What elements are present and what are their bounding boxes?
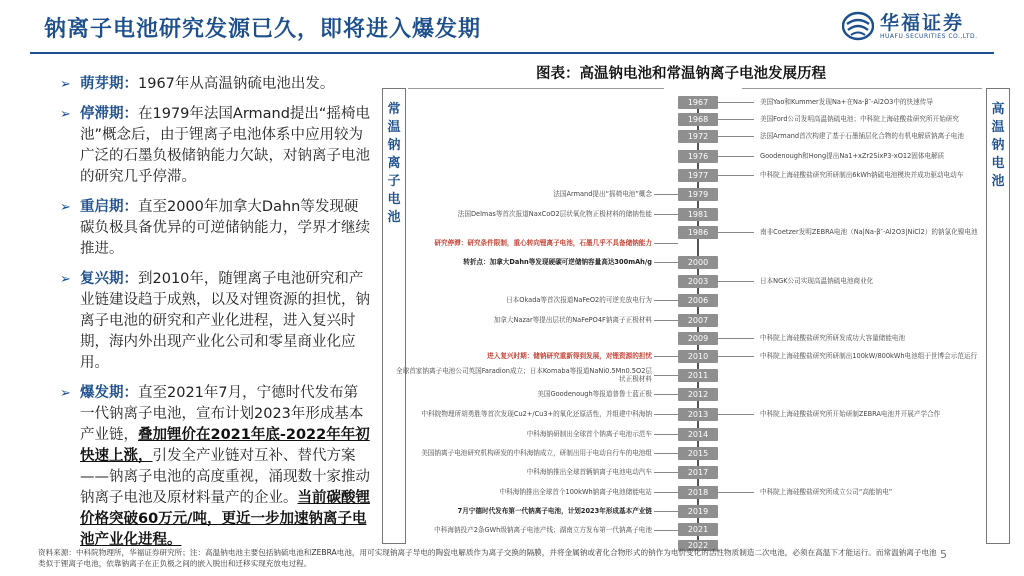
right-event: 中科院上海硅酸盐研究所研发成功大容量储能电池 [760, 334, 906, 342]
connector-line [654, 394, 678, 395]
connector-line [654, 214, 678, 215]
arrow-bullet-icon: ➢ [60, 386, 71, 401]
year-box: 2006 [678, 294, 718, 307]
bullet-revival [60, 269, 372, 374]
connector-line [654, 262, 678, 263]
left-event-turning-point: 转折点：加拿大Dahn等发现硬碳可逆储钠容量高达300mAh/g [463, 258, 652, 266]
year-box: 1986 [678, 226, 718, 239]
left-event: 中科海钠投产2条GWh级钠离子电池产线；湖南立方发布第一代钠离子电池 [434, 526, 652, 534]
connector-line [654, 320, 678, 321]
right-event: 中科院上海硅酸盐研究所研制出6kWh钠硫电池模块并成功驱动电动车 [760, 171, 964, 179]
year-box: 2013 [678, 408, 718, 421]
right-category-label: 高温钠电池 [991, 102, 1005, 189]
bullet-text: 到2010年，随锂离子电池研究和产业链建设趋于成熟，以及对锂资源的担忧，钠离子电池的研究和产业化进程，进入复兴时期，海内外出现产业化公司和零星商业化应用。 [80, 271, 370, 371]
connector-line [718, 156, 754, 157]
right-event: 中科院上海硅酸盐研究所研制出100kW/800kWh电池组于世博会示范运行 [760, 352, 978, 360]
year-box: 1977 [678, 169, 718, 182]
connector-line [654, 194, 678, 195]
left-event-highlight: 进入复兴时期：储钠研究重新得到发展，对锂资源的担忧 [487, 352, 652, 360]
connector-line [718, 232, 754, 233]
left-event: 日本Okada等首次报道NaFeO2的可逆充放电行为 [506, 296, 652, 304]
bullet-emphasis: 当前碳酸锂价格突破60万元/吨，更近一步加速钠离子电池产业化进程。 [80, 490, 370, 548]
bullet-emphasis: 叠加锂价在2021年底-2022年年初快速上涨， [80, 427, 370, 464]
year-box: 2014 [678, 428, 718, 441]
arrow-bullet-icon: ➢ [60, 272, 71, 287]
company-logo [842, 6, 1012, 46]
right-event: 南非Coetzer发明ZEBRA电池（Na|Na-β″-Al2O3|NiCl2）的钠氯化镍电池 [760, 228, 978, 236]
page-title: 钠离子电池研究发源已久，即将进入爆发期 [44, 17, 482, 42]
left-event: 7月宁德时代发布第一代钠离子电池，计划2023年形成基本产业链 [457, 507, 652, 515]
timeline-title: 图表：高温钠电池和常温钠离子电池发展历程 [536, 66, 826, 82]
right-event: 美国Ford公司发明高温钠硫电池；中科院上海硅酸盐研究所开始研究 [760, 115, 959, 123]
bullet-text: 直至2000年加拿大Dahn等发现硬碳负极具备优异的可逆储钠能力，学界才继续推进。 [80, 199, 370, 257]
bullet-text: 1967年从高温钠硫电池出发。 [138, 76, 335, 92]
left-event-highlight: 研究停滞：研究条件限制，重心转向锂离子电池，石墨几乎不具备储钠能力 [434, 239, 652, 247]
year-box: 2021 [678, 523, 718, 536]
connector-line [654, 511, 678, 512]
logo-english-name: HUAFU SECURITIES CO.,LTD. [880, 33, 978, 40]
year-box: 1972 [678, 130, 718, 143]
bullet-text: 引发全产业链对互补、替代方案——钠离子电池的高度重视，涌现数十家推动钠离子电池及原材料量产的企业。 [80, 448, 370, 506]
bullet-text: 在1979年法国Armand提出“摇椅电池”概念后，由于锂离子电池体系中应用较为广泛的石墨负极储钠能力欠缺，对钠离子电池的研究几乎停滞。 [80, 106, 370, 185]
connector-line [654, 453, 678, 454]
huafu-logo-icon [842, 10, 874, 42]
bullet-term: 复兴期： [80, 271, 138, 287]
left-event: 法国Armand提出“摇椅电池”概念 [553, 190, 652, 198]
left-event: 加拿大Nazar等提出层状的NaFePO4F钠离子正极材料 [493, 316, 652, 324]
year-box: 2003 [678, 275, 718, 288]
bullet-term: 重启期： [80, 199, 138, 215]
bullet-stagnation [60, 104, 372, 188]
title-bar [0, 0, 1024, 52]
bullet-term: 爆发期： [80, 385, 138, 401]
connector-line [654, 375, 678, 376]
right-event: Goodenough和Hong提出Na1+xZr2SixP3-xO12固体电解质 [760, 152, 945, 160]
year-box: 1981 [678, 208, 718, 221]
year-box: 1968 [678, 113, 718, 126]
left-event: 法国Delmas等首次报道NaxCoO2层状氧化物正极材料的储钠性能 [457, 210, 652, 218]
arrow-bullet-icon: ➢ [60, 200, 71, 215]
right-category-frame [986, 88, 1010, 544]
connector-line [654, 492, 678, 493]
year-box: 2011 [678, 369, 718, 382]
connector-line [718, 492, 754, 493]
title-divider [30, 52, 994, 54]
year-box: 2015 [678, 447, 718, 460]
bullet-text: 直至2021年7月，宁德时代发布第一代钠离子电池，宣布计划2023年形成基本产业链， [80, 385, 364, 443]
year-box: 2010 [678, 350, 718, 363]
year-box: 2009 [678, 332, 718, 345]
arrow-bullet-icon: ➢ [60, 77, 71, 92]
year-box: 2012 [678, 388, 718, 401]
connector-line [718, 356, 754, 357]
bullet-restart [60, 197, 372, 260]
left-event: 美国钠离子电池研究机构研发的中科海钠成立，研制出用于电动自行车的电池组 [421, 449, 652, 457]
year-box: 2017 [678, 466, 718, 479]
right-event: 中科院上海硅酸盐研究所成立公司“高能钠电” [760, 488, 893, 496]
connector-line [654, 414, 678, 415]
left-event: 全球首家钠离子电池公司英国Faradion成立；日本Komaba等报道NaNi0.5Mn0.5O2层状正极材料 [396, 367, 652, 383]
arrow-bullet-icon: ➢ [60, 107, 71, 122]
connector-line [654, 243, 678, 244]
connector-line [718, 102, 754, 103]
left-event: 中科海钠推出全球首辆钠离子电池电动汽车 [526, 468, 652, 476]
right-event: 美国Yao和Kummer发现Na+在Na-β″-Al2O3中的快速传导 [760, 98, 933, 106]
year-box: 2000 [678, 256, 718, 269]
bullet-term: 萌芽期： [80, 76, 138, 92]
connector-line [718, 175, 754, 176]
logo-chinese-name: 华福证券 [880, 12, 965, 34]
left-event: 中科院物理所胡勇胜等首次发现Cu2+/Cu3+的氧化还原活性，并组建中科海钠 [421, 410, 652, 418]
year-box: 2018 [678, 486, 718, 499]
bullet-term: 停滞期： [80, 106, 138, 122]
right-event: 中科院上海硅酸盐研究所开始研制ZEBRA电池并开展产学合作 [760, 410, 941, 418]
source-note: 资料来源：中科院物理所，华福证券研究所；注：高温钠电池主要包括钠硫电池和ZEBRA电池，用可实现钠离子导电的陶瓷电解质作为离子交换的隔膜，并将金属钠或者化合物形式的钠作为电价变化的活性物质制造二次电池，必须在高温下才能运行。而常温钠离子电池类似于锂离子电池，依靠钠离子在正负极之间的嵌入脱出和迁移实现充放电过程。 [38, 548, 937, 568]
connector-line [654, 434, 678, 435]
year-box: 1967 [678, 96, 718, 109]
year-box: 1979 [678, 188, 718, 201]
bullet-list [60, 74, 372, 560]
left-event: 中科海钠推出全球首个100kWh钠离子电池储能电站 [499, 488, 652, 496]
year-box: 2019 [678, 505, 718, 518]
year-box: 2007 [678, 314, 718, 327]
page-number: 5 [940, 548, 947, 561]
year-box: 1976 [678, 150, 718, 163]
connector-line [718, 414, 754, 415]
connector-line [718, 281, 754, 282]
left-event: 美国Goodenough等报道普鲁士蓝正极 [537, 390, 652, 398]
left-category-label: 常温钠离子电池 [387, 102, 401, 225]
bullet-sprout [60, 74, 372, 95]
right-event: 日本NGK公司实现高温钠硫电池商业化 [760, 277, 874, 285]
connector-line [718, 338, 754, 339]
connector-line [654, 530, 678, 531]
connector-line [718, 119, 754, 120]
connector-line [718, 136, 754, 137]
left-event: 中科海钠研制出全球首个钠离子电池示范车 [526, 430, 652, 438]
bullet-explosion [60, 383, 372, 551]
connector-line [654, 472, 678, 473]
right-event: 法国Armand首次构建了基于石墨插层化合物的有机电解质钠离子电池 [760, 132, 964, 140]
connector-line [654, 356, 678, 357]
connector-line [654, 300, 678, 301]
year-box: 2022 [678, 540, 718, 551]
